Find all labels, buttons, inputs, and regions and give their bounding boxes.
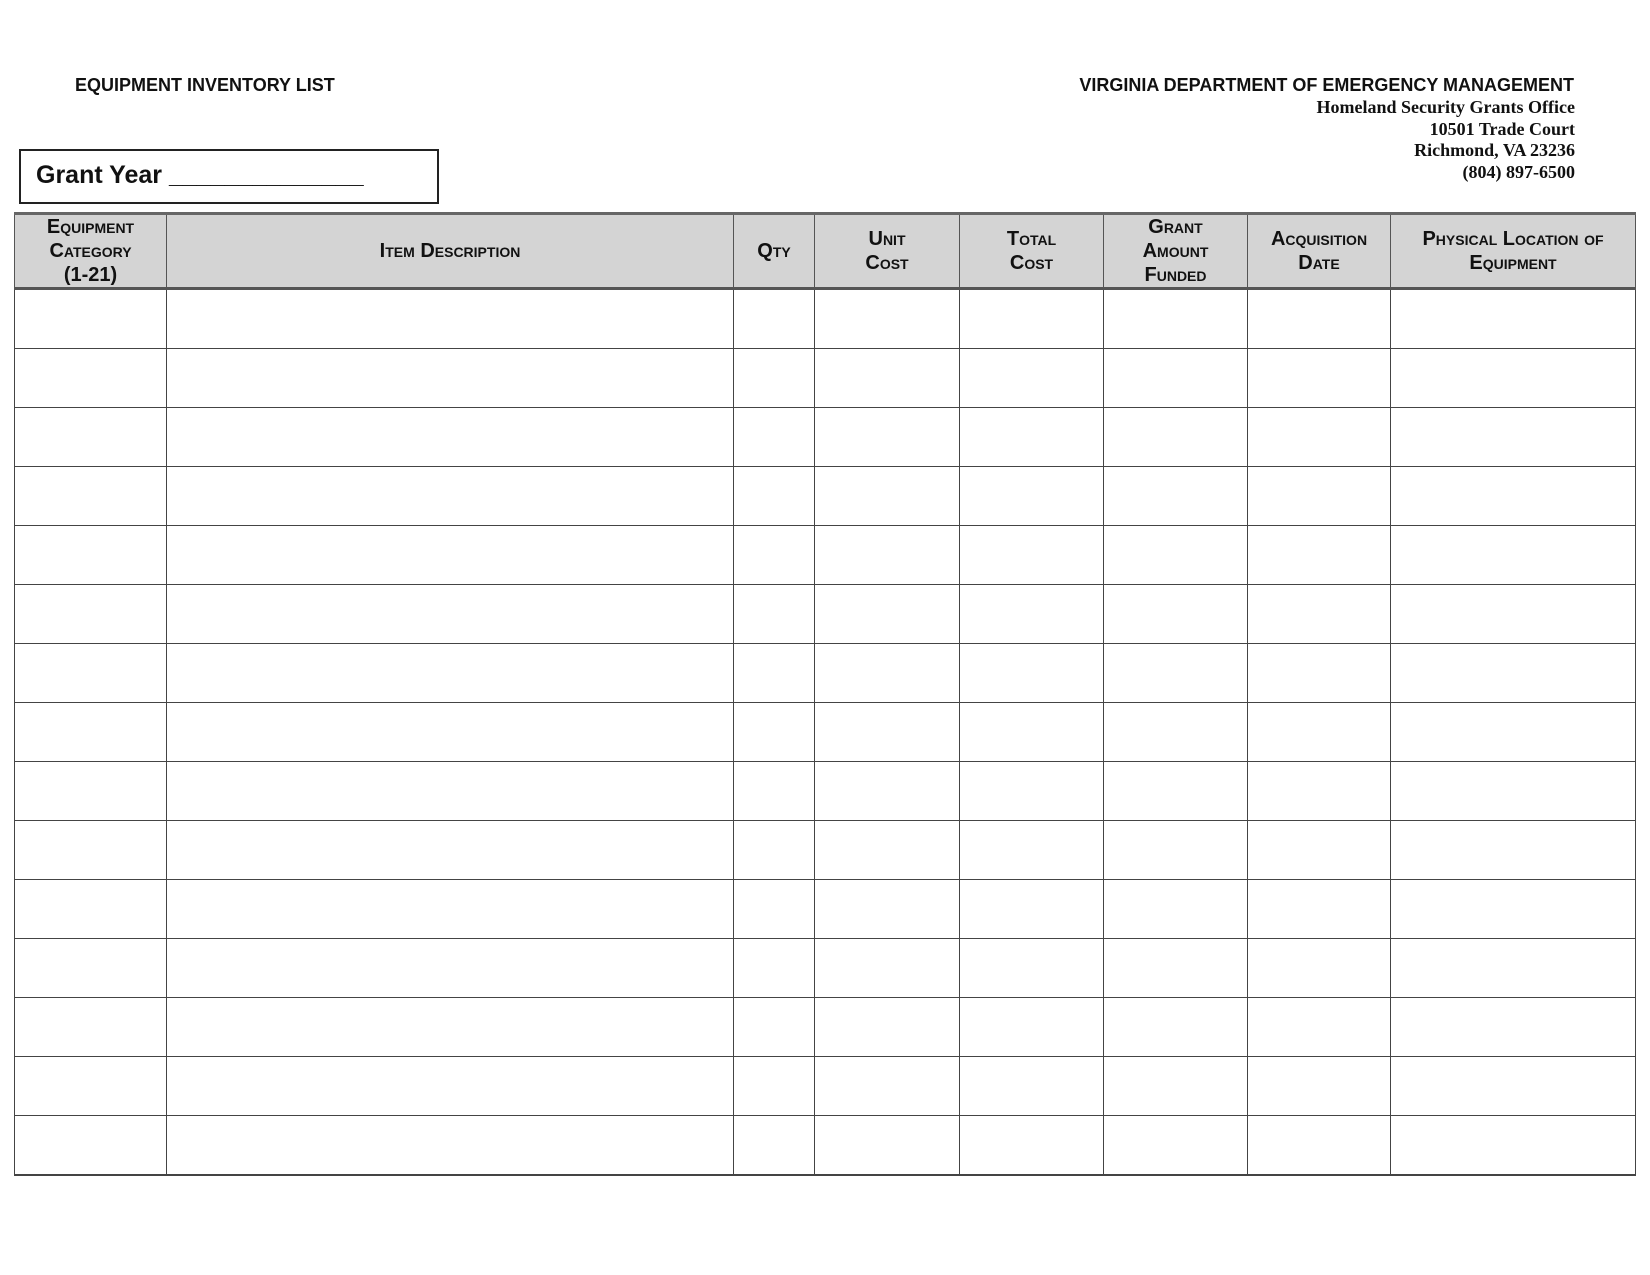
table-cell[interactable] <box>1248 880 1391 939</box>
table-cell[interactable] <box>1391 1057 1636 1116</box>
table-cell[interactable] <box>1248 349 1391 408</box>
table-cell[interactable] <box>167 526 734 585</box>
table-cell[interactable] <box>734 644 815 703</box>
col-total-cost <box>960 214 1104 289</box>
table-cell[interactable] <box>1391 1116 1636 1176</box>
table-cell[interactable] <box>815 703 960 762</box>
table-cell[interactable] <box>815 1057 960 1116</box>
table-cell[interactable] <box>1104 703 1248 762</box>
table-row <box>15 289 1636 349</box>
header-label-line: Cost <box>865 252 909 274</box>
grant-year-field[interactable] <box>19 149 439 204</box>
office-name: Homeland Security Grants Office <box>1316 97 1575 117</box>
header-label-line: Grant <box>1148 216 1203 238</box>
table-cell[interactable] <box>960 526 1104 585</box>
table-row <box>15 408 1636 467</box>
table-cell[interactable] <box>734 585 815 644</box>
table-cell[interactable] <box>167 1057 734 1116</box>
table-cell[interactable] <box>815 289 960 349</box>
table-cell[interactable] <box>734 821 815 880</box>
table-cell[interactable] <box>167 289 734 349</box>
table-cell[interactable] <box>15 1057 167 1116</box>
table-cell[interactable] <box>734 880 815 939</box>
table-cell[interactable] <box>815 998 960 1057</box>
table-cell[interactable] <box>960 1057 1104 1116</box>
header-label-line: Equipment <box>1469 252 1557 274</box>
table-cell[interactable] <box>1391 998 1636 1057</box>
table-row <box>15 880 1636 939</box>
table-cell[interactable] <box>960 821 1104 880</box>
table-cell[interactable] <box>1248 762 1391 821</box>
table-cell[interactable] <box>15 289 167 349</box>
table-cell[interactable] <box>1391 467 1636 526</box>
table-cell[interactable] <box>734 762 815 821</box>
table-cell[interactable] <box>167 644 734 703</box>
table-cell[interactable] <box>734 408 815 467</box>
table-row <box>15 762 1636 821</box>
col-physical-location <box>1391 214 1636 289</box>
header-label-line: Total <box>1006 228 1057 250</box>
table-cell[interactable] <box>15 467 167 526</box>
table-cell[interactable] <box>960 998 1104 1057</box>
table-cell[interactable] <box>15 703 167 762</box>
table-cell[interactable] <box>15 349 167 408</box>
phone-number: (804) 897-6500 <box>1462 161 1575 182</box>
table-cell[interactable] <box>15 821 167 880</box>
table-cell[interactable] <box>1248 585 1391 644</box>
table-cell[interactable] <box>1104 585 1248 644</box>
table-cell[interactable] <box>734 526 815 585</box>
table-cell[interactable] <box>1248 703 1391 762</box>
table-cell[interactable] <box>1248 939 1391 998</box>
street-address: 10501 Trade Court <box>1429 118 1575 139</box>
table-cell[interactable] <box>1391 289 1636 349</box>
table-cell[interactable] <box>1104 880 1248 939</box>
table-cell[interactable] <box>1248 1116 1391 1176</box>
table-cell[interactable] <box>815 762 960 821</box>
table-cell[interactable] <box>1391 821 1636 880</box>
table-cell[interactable] <box>815 1116 960 1176</box>
table-cell[interactable] <box>960 762 1104 821</box>
table-cell[interactable] <box>734 1057 815 1116</box>
table-cell[interactable] <box>815 349 960 408</box>
table-cell[interactable] <box>960 585 1104 644</box>
city-state-zip: Richmond, VA 23236 <box>1414 140 1575 160</box>
table-cell[interactable] <box>15 408 167 467</box>
table-cell[interactable] <box>734 1116 815 1176</box>
table-cell[interactable] <box>1248 644 1391 703</box>
table-cell[interactable] <box>1104 349 1248 408</box>
table-cell[interactable] <box>815 821 960 880</box>
header-label-line: Amount <box>1142 240 1209 262</box>
header-row <box>15 214 1636 289</box>
table-cell[interactable] <box>1248 821 1391 880</box>
table-cell[interactable] <box>1104 821 1248 880</box>
header-label-line: (1-21) <box>63 264 118 286</box>
table-cell[interactable] <box>1248 1057 1391 1116</box>
table-cell[interactable] <box>167 880 734 939</box>
table-cell[interactable] <box>1104 939 1248 998</box>
table-cell[interactable] <box>167 821 734 880</box>
table-cell[interactable] <box>1248 467 1391 526</box>
table-row <box>15 703 1636 762</box>
table-cell[interactable] <box>167 762 734 821</box>
col-equipment-category <box>15 214 167 289</box>
table-cell[interactable] <box>1104 467 1248 526</box>
table-row <box>15 939 1636 998</box>
table-cell[interactable] <box>167 939 734 998</box>
table-cell[interactable] <box>1104 998 1248 1057</box>
table-row <box>15 526 1636 585</box>
table-cell[interactable] <box>1104 644 1248 703</box>
header-label-line: Cost <box>1009 252 1054 274</box>
col-unit-cost <box>815 214 960 289</box>
table-row <box>15 1116 1636 1176</box>
col-grant-amount-funded <box>1104 214 1248 289</box>
table-cell[interactable] <box>1391 762 1636 821</box>
table-cell[interactable] <box>960 289 1104 349</box>
table-cell[interactable] <box>15 526 167 585</box>
table-row <box>15 998 1636 1057</box>
table-cell[interactable] <box>15 585 167 644</box>
table-cell[interactable] <box>734 998 815 1057</box>
inventory-table <box>14 212 1636 1176</box>
table-cell[interactable] <box>1248 998 1391 1057</box>
table-cell[interactable] <box>815 526 960 585</box>
table-cell[interactable] <box>1248 526 1391 585</box>
header-label-line: Item Description <box>379 240 521 262</box>
table-cell[interactable] <box>1391 526 1636 585</box>
grant-year-label: Grant Year ______________ <box>36 161 364 189</box>
table-cell[interactable] <box>1248 289 1391 349</box>
table-cell[interactable] <box>1391 939 1636 998</box>
table-cell[interactable] <box>15 880 167 939</box>
header-label-line: Funded <box>1144 264 1207 286</box>
header-label-line: Unit <box>868 228 906 250</box>
table-cell[interactable] <box>734 703 815 762</box>
table-cell[interactable] <box>167 349 734 408</box>
header-label-line: Acquisition <box>1270 228 1368 250</box>
form-title: EQUIPMENT INVENTORY LIST <box>75 75 335 95</box>
table-cell[interactable] <box>960 880 1104 939</box>
table-cell[interactable] <box>1104 1116 1248 1176</box>
header-label-line: Qty <box>757 240 791 262</box>
table-cell[interactable] <box>734 939 815 998</box>
table-row <box>15 644 1636 703</box>
table-cell[interactable] <box>1391 703 1636 762</box>
table-cell[interactable] <box>815 939 960 998</box>
table-cell[interactable] <box>1248 408 1391 467</box>
table-cell[interactable] <box>1391 644 1636 703</box>
table-row <box>15 467 1636 526</box>
table-cell[interactable] <box>15 1116 167 1176</box>
table-cell[interactable] <box>1391 408 1636 467</box>
table-cell[interactable] <box>1391 880 1636 939</box>
table-cell[interactable] <box>1104 762 1248 821</box>
header-label-line: Equipment <box>46 216 135 238</box>
table-cell[interactable] <box>1391 585 1636 644</box>
table-cell[interactable] <box>815 408 960 467</box>
table-cell[interactable] <box>15 762 167 821</box>
table-cell[interactable] <box>815 880 960 939</box>
table-cell[interactable] <box>815 585 960 644</box>
table-cell[interactable] <box>734 349 815 408</box>
table-cell[interactable] <box>960 349 1104 408</box>
table-cell[interactable] <box>815 467 960 526</box>
agency-name: VIRGINIA DEPARTMENT OF EMERGENCY MANAGEMENT <box>1079 75 1574 95</box>
header-label-line: Category <box>49 240 132 262</box>
table-cell[interactable] <box>167 998 734 1057</box>
table-cell[interactable] <box>1104 289 1248 349</box>
col-qty <box>734 214 815 289</box>
table-cell[interactable] <box>960 1116 1104 1176</box>
table-cell[interactable] <box>960 408 1104 467</box>
table-cell[interactable] <box>960 939 1104 998</box>
table-cell[interactable] <box>167 467 734 526</box>
table-cell[interactable] <box>1104 526 1248 585</box>
table-cell[interactable] <box>960 703 1104 762</box>
table-cell[interactable] <box>734 467 815 526</box>
table-cell[interactable] <box>167 408 734 467</box>
table-cell[interactable] <box>1104 408 1248 467</box>
table-cell[interactable] <box>734 289 815 349</box>
table-row <box>15 349 1636 408</box>
table-cell[interactable] <box>1104 1057 1248 1116</box>
table-row <box>15 585 1636 644</box>
header-label-line: Date <box>1298 252 1340 274</box>
header-label-line: Physical Location of <box>1422 228 1604 250</box>
col-acquisition-date <box>1248 214 1391 289</box>
table-cell[interactable] <box>15 998 167 1057</box>
table-cell[interactable] <box>960 467 1104 526</box>
table-cell[interactable] <box>960 644 1104 703</box>
table-row <box>15 1057 1636 1116</box>
table-cell[interactable] <box>167 1116 734 1176</box>
table-cell[interactable] <box>167 585 734 644</box>
table-row <box>15 821 1636 880</box>
table-cell[interactable] <box>167 703 734 762</box>
table-cell[interactable] <box>15 939 167 998</box>
table-cell[interactable] <box>815 644 960 703</box>
col-item-description <box>167 214 734 289</box>
agency-address <box>1317 97 1575 183</box>
table-cell[interactable] <box>1391 349 1636 408</box>
table-cell[interactable] <box>15 644 167 703</box>
